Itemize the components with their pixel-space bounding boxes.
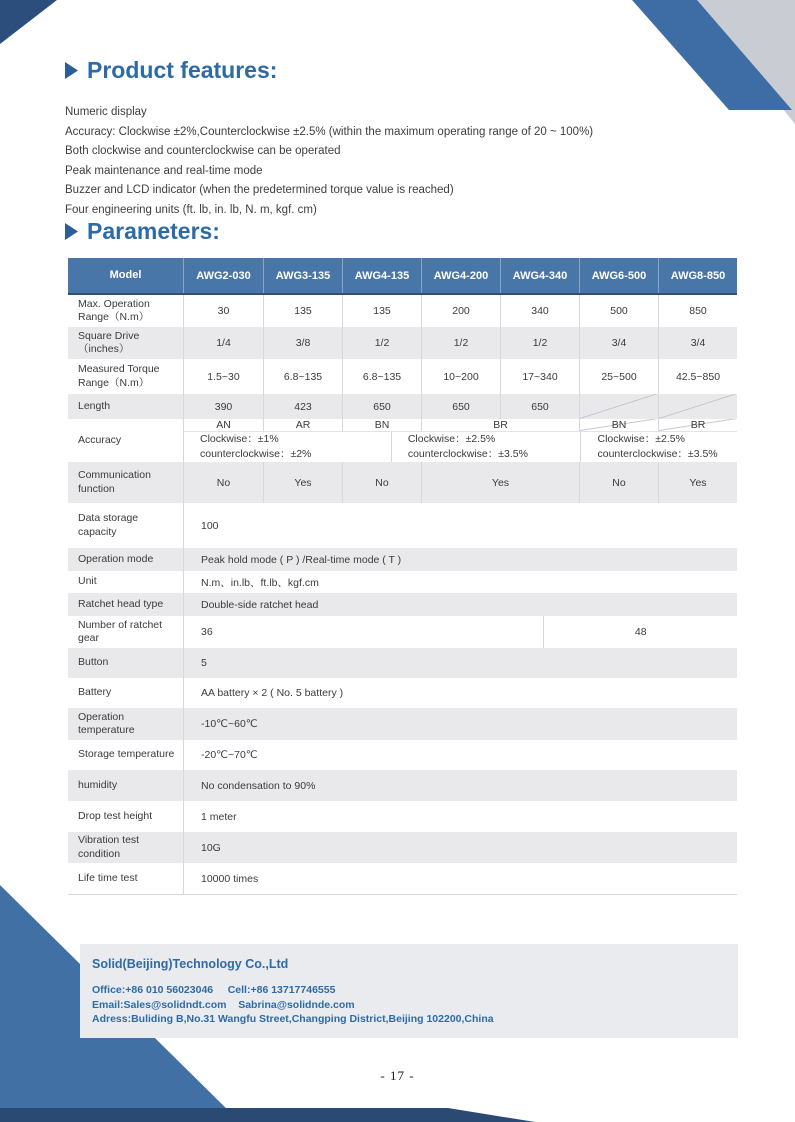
table-row-ratchet-head-type bbox=[68, 593, 737, 616]
table-cell: 10000 times bbox=[201, 872, 259, 885]
table-cell bbox=[391, 432, 581, 462]
table-cell: -20℃~70℃ bbox=[201, 749, 258, 761]
footer-panel bbox=[80, 944, 738, 1038]
table-cell: BN bbox=[342, 419, 421, 431]
table-cell: 17~340 bbox=[500, 359, 579, 394]
accuracy-spec-line: counterclockwise：±3.5% bbox=[597, 448, 718, 460]
table-row-operation-mode bbox=[68, 548, 737, 571]
feature-item: Both clockwise and counterclockwise can be operated bbox=[65, 145, 341, 157]
accuracy-spec-line: Clockwise：±2.5% bbox=[597, 433, 685, 445]
feature-item: Four engineering units (ft. lb, in. lb, N. m, kgf. cm) bbox=[65, 203, 317, 216]
table-cell: No bbox=[579, 462, 658, 503]
table-cell: No bbox=[342, 462, 421, 503]
table-row-life-time-test bbox=[68, 863, 737, 894]
parameters-title: Parameters: bbox=[87, 218, 220, 244]
parameters-table bbox=[68, 258, 737, 895]
table-row-storage-temperature bbox=[68, 740, 737, 770]
table-cell: 10G bbox=[201, 841, 221, 854]
row-label: Storage temperature bbox=[78, 748, 175, 761]
table-cell: 1/2 bbox=[500, 327, 579, 359]
table-cell bbox=[658, 394, 737, 419]
table-cell: 3/4 bbox=[579, 327, 658, 359]
accuracy-spec-line: Clockwise：±2.5% bbox=[407, 433, 496, 445]
table-cell: Double-side ratchet head bbox=[201, 598, 319, 611]
table-cell: No bbox=[216, 476, 231, 489]
row-label: Accuracy bbox=[78, 433, 122, 446]
table-row-unit bbox=[68, 571, 737, 593]
table-cell: AWG2-030 bbox=[196, 269, 251, 282]
table-row-accuracy bbox=[68, 419, 737, 462]
table-cell: Yes bbox=[421, 462, 579, 503]
footer-email-line: Email:Sales@solidndt.com Sabrina@solidnde.com bbox=[92, 998, 355, 1011]
bottom-navy-strip bbox=[0, 1108, 535, 1122]
table-row-max-operation-range bbox=[68, 295, 737, 327]
arrow-bullet-icon bbox=[65, 223, 78, 240]
accuracy-spec-line: Clockwise：±1% bbox=[200, 433, 279, 445]
row-label: Drop test height bbox=[78, 809, 153, 822]
row-label: humidity bbox=[78, 778, 118, 791]
table-cell: 850 bbox=[658, 295, 737, 327]
table-row-length bbox=[68, 394, 737, 419]
table-cell: 340 bbox=[500, 295, 579, 327]
table-row-battery bbox=[68, 678, 737, 708]
table-cell: 135 bbox=[263, 295, 342, 327]
table-cell: AR bbox=[263, 419, 342, 431]
table-row-communication-function bbox=[68, 462, 737, 503]
table-row-data-storage-capacity bbox=[68, 503, 737, 548]
row-label: Number of ratchet gear bbox=[78, 618, 163, 644]
feature-item: Accuracy: Clockwise ±2%,Counterclockwise ±2.5% (within the maximum operating range of 20 ~ 100%) bbox=[65, 125, 594, 138]
table-cell: 390 bbox=[214, 400, 233, 413]
row-label: Unit bbox=[78, 575, 97, 588]
table-cell: No condensation to 90% bbox=[201, 779, 316, 792]
row-label: Battery bbox=[78, 686, 112, 699]
table-header-row bbox=[68, 258, 737, 295]
table-cell: BR bbox=[658, 419, 737, 431]
table-row-vibration-test-condition bbox=[68, 832, 737, 863]
table-cell: AWG4-200 bbox=[421, 258, 500, 293]
table-cell: 200 bbox=[421, 295, 500, 327]
table-row-number-of-ratchet-gear bbox=[68, 616, 737, 648]
table-cell: 423 bbox=[263, 394, 342, 419]
table-row-button bbox=[68, 648, 737, 678]
row-label: Data storage capacity bbox=[78, 512, 139, 538]
table-cell: 36 bbox=[201, 626, 213, 638]
table-cell: 6.8~135 bbox=[263, 359, 342, 394]
table-cell: 650 bbox=[421, 394, 500, 419]
table-cell: -10℃~60℃ bbox=[201, 718, 258, 730]
row-label: Model bbox=[109, 268, 142, 281]
feature-item: Buzzer and LCD indicator (when the predetermined torque value is reached) bbox=[65, 184, 454, 196]
row-label: Ratchet head type bbox=[78, 597, 164, 610]
features-list bbox=[65, 103, 737, 220]
accuracy-spec-line: counterclockwise：±3.5% bbox=[407, 448, 528, 460]
table-cell: 10~200 bbox=[421, 359, 500, 394]
accuracy-cell-group bbox=[183, 419, 737, 462]
table-cell: 42.5~850 bbox=[658, 359, 737, 394]
top-left-corner-triangle bbox=[0, 0, 57, 44]
table-cell: 6.8~135 bbox=[342, 359, 421, 394]
page-number: - 17 - bbox=[380, 1068, 415, 1083]
accuracy-spec-line: counterclockwise：±2% bbox=[200, 448, 312, 460]
row-label: Vibration test condition bbox=[78, 834, 140, 860]
table-cell: 48 bbox=[543, 616, 737, 648]
table-row-operation-temperature bbox=[68, 708, 737, 740]
table-row-humidity bbox=[68, 770, 737, 801]
table-cell: 135 bbox=[342, 295, 421, 327]
parameters-heading bbox=[65, 218, 220, 245]
footer-phone-line: Office:+86 010 56023046 Cell:+86 13717746555 bbox=[92, 984, 336, 996]
row-label: Max. Operation Range（N.m） bbox=[78, 297, 150, 323]
table-cell: 1/4 bbox=[216, 337, 231, 349]
row-label: Length bbox=[78, 399, 111, 412]
feature-item: Numeric display bbox=[65, 106, 147, 118]
table-cell: AWG4-135 bbox=[342, 258, 421, 293]
table-cell: AWG3-135 bbox=[263, 258, 342, 293]
arrow-bullet-icon bbox=[65, 62, 78, 79]
company-name: Solid(Beijing)Technology Co.,Ltd bbox=[92, 957, 289, 971]
table-cell bbox=[184, 432, 391, 462]
table-row-square-drive bbox=[68, 327, 737, 359]
table-cell: 3/4 bbox=[658, 327, 737, 359]
table-cell bbox=[579, 394, 658, 419]
row-label: Measured Torque Range（N.m） bbox=[78, 363, 160, 389]
table-row-drop-test-height bbox=[68, 801, 737, 832]
row-label: Button bbox=[78, 656, 109, 669]
feature-item: Peak maintenance and real-time mode bbox=[65, 164, 263, 177]
table-cell: AWG8-850 bbox=[658, 258, 737, 293]
table-cell: Yes bbox=[263, 462, 342, 503]
table-cell: 1 meter bbox=[201, 810, 237, 823]
product-features-heading bbox=[65, 57, 277, 84]
table-cell: 1/2 bbox=[342, 327, 421, 359]
table-cell: AWG6-500 bbox=[579, 258, 658, 293]
table-cell: 1.5~30 bbox=[207, 370, 240, 383]
table-cell bbox=[580, 432, 736, 462]
table-cell: 3/8 bbox=[263, 327, 342, 359]
footer-address-line: Adress:Buliding B,No.31 Wangfu Street,Changping District,Beijing 102200,China bbox=[92, 1013, 494, 1025]
row-label: Communication function bbox=[78, 469, 151, 495]
table-cell: AA battery × 2 ( No. 5 battery ) bbox=[201, 687, 344, 699]
row-label: Operation mode bbox=[78, 552, 154, 565]
table-cell: N.m、in.lb、ft.lb、kgf.cm bbox=[201, 576, 319, 589]
product-features-title: Product features: bbox=[87, 57, 278, 83]
row-label: Operation temperature bbox=[78, 710, 135, 736]
table-cell: BN bbox=[579, 419, 658, 431]
table-cell: AWG4-340 bbox=[500, 258, 579, 293]
table-cell: 500 bbox=[579, 295, 658, 327]
row-label: Life time test bbox=[78, 871, 138, 884]
table-cell: Peak hold mode ( P ) /Real-time mode ( T ) bbox=[201, 553, 402, 566]
table-cell: 100 bbox=[201, 519, 219, 532]
table-cell: BR bbox=[421, 419, 579, 431]
table-cell: 30 bbox=[217, 305, 230, 317]
table-cell: Yes bbox=[658, 462, 737, 503]
table-cell: AN bbox=[216, 419, 231, 431]
table-cell: 5 bbox=[201, 657, 207, 669]
row-label: Square Drive（inches） bbox=[78, 329, 140, 355]
table-cell: 1/2 bbox=[421, 327, 500, 359]
table-cell: 650 bbox=[500, 394, 579, 419]
table-row-measured-torque-range bbox=[68, 359, 737, 394]
table-cell: 25~500 bbox=[579, 359, 658, 394]
table-cell: 650 bbox=[342, 394, 421, 419]
